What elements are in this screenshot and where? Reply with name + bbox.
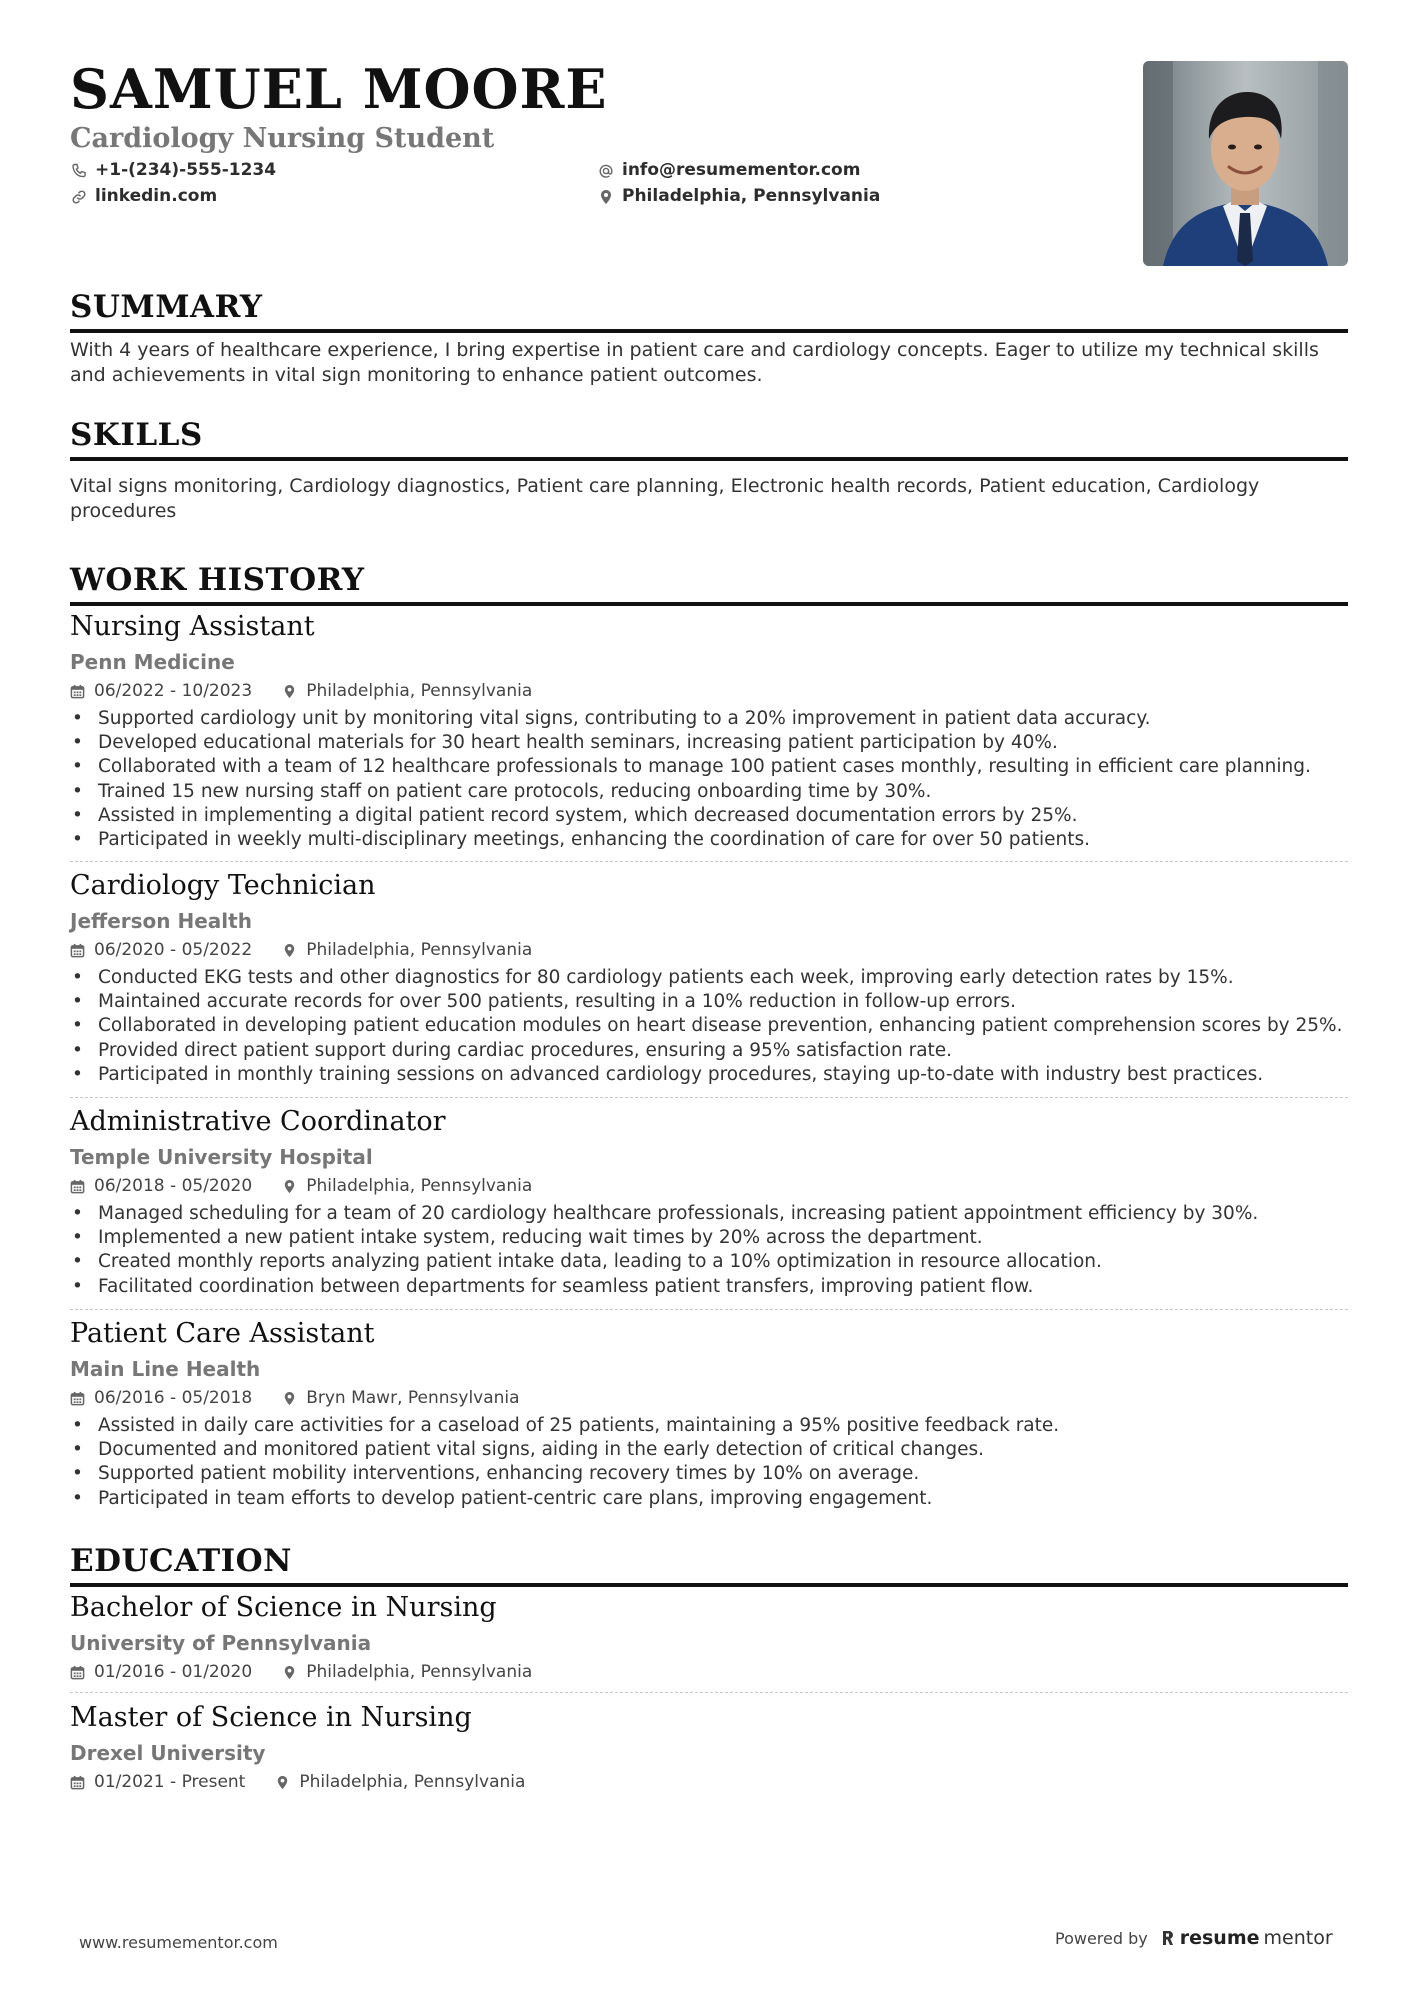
list-item: • Supported patient mobility interventions, enhancing recovery times by 10% on average. [70, 1462, 1348, 1486]
entry-divider [70, 1097, 1348, 1098]
job-dates: 06/2016 - 05/2018 [94, 1388, 253, 1408]
job-bullets [70, 1202, 1348, 1299]
work-history-heading: WORK HISTORY [70, 565, 1348, 606]
candidate-title: Cardiology Nursing Student [70, 123, 495, 154]
list-item: • Supported cardiology unit by monitoring vital signs, contributing to a 20% improvement in patient data accuracy. [70, 707, 1348, 731]
map-pin-icon [598, 189, 614, 205]
profile-photo [1143, 61, 1348, 266]
school-name: Drexel University [70, 1741, 266, 1765]
job-company: Temple University Hospital [70, 1145, 373, 1169]
education-dates: 01/2021 - Present [94, 1772, 246, 1792]
phone-text: +1-(234)-555-1234 [95, 160, 277, 180]
brand-light: mentor [1263, 1927, 1333, 1949]
resume-page [70, 0, 1345, 1995]
list-item: • Collaborated in developing patient education modules on heart disease prevention, enhancing patient comprehension scores by 25%. [70, 1014, 1348, 1038]
job-company: Main Line Health [70, 1357, 261, 1381]
education-meta [70, 1772, 1348, 1792]
list-item: • Managed scheduling for a team of 20 cardiology healthcare professionals, increasing patient appointment efficiency by 30%. [70, 1202, 1348, 1226]
brand-bold: resume [1179, 1927, 1260, 1949]
powered-by-label: Powered by [1055, 1928, 1148, 1948]
list-item: • Developed educational materials for 30 heart health seminars, increasing patient participation by 40%. [70, 731, 1348, 755]
list-item: • Assisted in implementing a digital patient record system, which decreased documentation errors by 25%. [70, 804, 1348, 828]
job-entry [70, 611, 1348, 852]
summary-text: With 4 years of healthcare experience, I bring expertise in patient care and cardiology concepts. Eager to utilize my technical skills and achievements in vital sign monitoring to enhance patient outcomes. [70, 339, 1319, 386]
list-item: • Participated in weekly multi-disciplinary meetings, enhancing the coordination of care for over 50 patients. [70, 828, 1348, 852]
footer-powered-by [1055, 1927, 1333, 1949]
brand-logo[interactable] [1160, 1927, 1333, 1949]
education-entry [70, 1592, 1348, 1682]
job-meta [70, 1388, 1348, 1408]
contact-linkedin[interactable] [71, 188, 217, 205]
calendar-icon [70, 1665, 85, 1680]
list-item: • Provided direct patient support during cardiac procedures, ensuring a 95% satisfaction rate. [70, 1039, 1348, 1063]
summary-heading: SUMMARY [70, 292, 1348, 333]
job-bullets [70, 966, 1348, 1087]
education-dates: 01/2016 - 01/2020 [94, 1662, 253, 1682]
degree-title: Bachelor of Science in Nursing [70, 1592, 497, 1623]
calendar-icon [70, 684, 85, 699]
contact-location [598, 188, 880, 205]
job-dates: 06/2022 - 10/2023 [94, 681, 253, 701]
phone-icon [71, 163, 87, 179]
list-item: • Trained 15 new nursing staff on patient care protocols, reducing onboarding time by 30%. [70, 780, 1348, 804]
job-title: Nursing Assistant [70, 611, 315, 642]
education-location: Philadelphia, Pennsylvania [306, 1662, 533, 1682]
education-location: Philadelphia, Pennsylvania [299, 1772, 526, 1792]
list-item: • Implemented a new patient intake system, reducing wait times by 20% across the department. [70, 1226, 1348, 1250]
skills-text: Vital signs monitoring, Cardiology diagnostics, Patient care planning, Electronic health records, Patient education, Cardiology procedures [70, 475, 1260, 522]
list-item: • Collaborated with a team of 12 healthcare professionals to manage 100 patient cases monthly, resulting in efficient care planning. [70, 755, 1348, 779]
degree-title: Master of Science in Nursing [70, 1702, 472, 1733]
job-bullets [70, 707, 1348, 852]
job-dates: 06/2020 - 05/2022 [94, 940, 253, 960]
skills-heading: SKILLS [70, 420, 1348, 461]
calendar-icon [70, 1775, 85, 1790]
job-location: Philadelphia, Pennsylvania [306, 940, 533, 960]
list-item: • Maintained accurate records for over 500 patients, resulting in a 10% reduction in follow-up errors. [70, 990, 1348, 1014]
job-dates: 06/2018 - 05/2020 [94, 1176, 253, 1196]
email-text: info@resumementor.com [622, 160, 861, 180]
calendar-icon [70, 1179, 85, 1194]
job-title: Cardiology Technician [70, 870, 376, 901]
list-item: • Participated in team efforts to develop patient-centric care plans, improving engagement. [70, 1487, 1348, 1511]
map-pin-icon [282, 1179, 297, 1194]
job-location: Philadelphia, Pennsylvania [306, 1176, 533, 1196]
job-meta [70, 1176, 1348, 1196]
education-entry [70, 1702, 1348, 1792]
map-pin-icon [282, 1391, 297, 1406]
link-icon [71, 189, 87, 205]
job-entry [70, 870, 1348, 1087]
map-pin-icon [282, 684, 297, 699]
location-text: Philadelphia, Pennsylvania [622, 186, 881, 206]
job-meta [70, 940, 1348, 960]
job-bullets [70, 1414, 1348, 1511]
list-item: • Created monthly reports analyzing patient intake data, leading to a 10% optimization in resource allocation. [70, 1250, 1348, 1274]
at-icon [598, 163, 614, 179]
footer-website-link[interactable]: www.resumementor.com [79, 1933, 278, 1952]
linkedin-text: linkedin.com [95, 186, 218, 206]
candidate-name: SAMUEL MOORE [70, 57, 608, 121]
list-item: • Conducted EKG tests and other diagnostics for 80 cardiology patients each week, improving early detection rates by 15%. [70, 966, 1348, 990]
job-company: Jefferson Health [70, 909, 252, 933]
list-item: • Facilitated coordination between departments for seamless patient transfers, improving patient flow. [70, 1275, 1348, 1299]
list-item: • Assisted in daily care activities for a caseload of 25 patients, maintaining a 95% positive feedback rate. [70, 1414, 1348, 1438]
school-name: University of Pennsylvania [70, 1631, 372, 1655]
map-pin-icon [282, 943, 297, 958]
resumementor-logo-icon [1160, 1929, 1176, 1947]
education-heading: EDUCATION [70, 1546, 1348, 1587]
list-item: • Documented and monitored patient vital signs, aiding in the early detection of critical changes. [70, 1438, 1348, 1462]
job-meta [70, 681, 1348, 701]
job-entry [70, 1106, 1348, 1299]
calendar-icon [70, 1391, 85, 1406]
entry-divider [70, 1309, 1348, 1310]
contact-phone[interactable] [71, 162, 276, 179]
contact-email[interactable] [598, 162, 860, 179]
job-title: Patient Care Assistant [70, 1318, 375, 1349]
education-meta [70, 1662, 1348, 1682]
job-location: Bryn Mawr, Pennsylvania [306, 1388, 520, 1408]
entry-divider [70, 1692, 1348, 1693]
job-entry [70, 1318, 1348, 1511]
map-pin-icon [282, 1665, 297, 1680]
job-location: Philadelphia, Pennsylvania [306, 681, 533, 701]
list-item: • Participated in monthly training sessions on advanced cardiology procedures, staying up-to-date with industry best practices. [70, 1063, 1348, 1087]
calendar-icon [70, 943, 85, 958]
entry-divider [70, 861, 1348, 862]
job-title: Administrative Coordinator [70, 1106, 446, 1137]
map-pin-icon [275, 1775, 290, 1790]
job-company: Penn Medicine [70, 650, 235, 674]
